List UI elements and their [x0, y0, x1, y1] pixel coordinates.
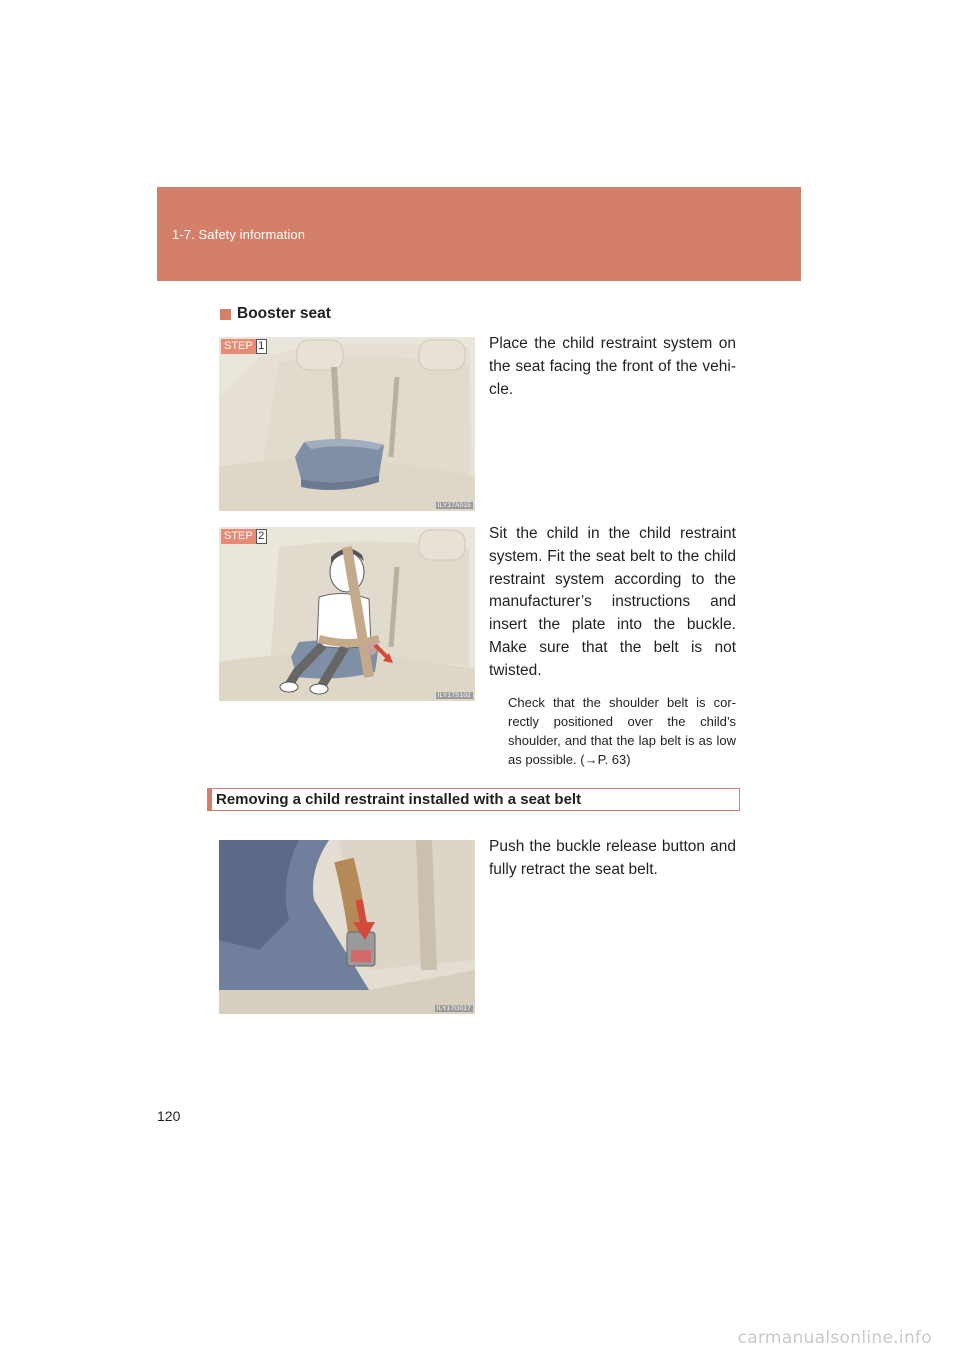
step2-note: Check that the shoulder belt is cor-rectly positioned over the child’s shoulder, and that the lap belt is as low as possible. (→P. 63) [508, 695, 736, 767]
child-seat-drawing [219, 527, 475, 701]
step1-text: Place the child restraint system on the seat facing the front of the vehi-cle. [489, 335, 736, 398]
section-title: 1-7. Safety information [172, 227, 306, 242]
booster-seat-illustration [219, 337, 475, 511]
figure-code: ILY17S102 [437, 692, 471, 699]
page-number: 120 [157, 1108, 181, 1124]
child-in-booster-illustration [219, 527, 475, 701]
figure-code: ILY17G017 [436, 1005, 471, 1012]
removing-heading: Removing a child restraint installed with a seat belt [216, 791, 582, 808]
booster-seat-heading [220, 305, 331, 323]
section-header-band [157, 187, 801, 281]
square-bullet-icon [220, 309, 231, 320]
step-badge-1: STEP 1 [221, 339, 267, 354]
section-accent [207, 789, 212, 810]
figure-code: ILY17A015 [437, 502, 471, 509]
step-badge-2: STEP 2 [221, 529, 267, 544]
buckle-drawing [219, 840, 475, 1014]
buckle-release-illustration [219, 840, 475, 1014]
booster-seat-drawing [219, 337, 475, 511]
watermark: carmanualsonline.info [737, 1328, 932, 1348]
removing-text: Push the buckle release button and fully retract the seat belt. [489, 838, 736, 878]
removing-section-bar [207, 788, 740, 811]
step2-text: Sit the child in the child restraint system. Fit the seat belt to the child restraint system according to the manufacturer’s instructions and insert the plate into the buckle. Make sure that the belt is not twisted. [489, 525, 736, 679]
booster-seat-heading-text: Booster seat [237, 305, 331, 322]
